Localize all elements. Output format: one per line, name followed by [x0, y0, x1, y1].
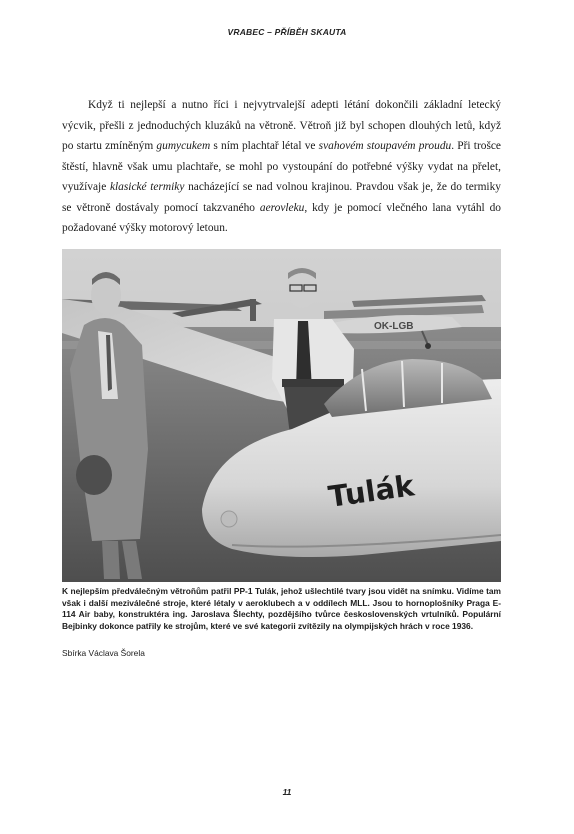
page-number: 11: [282, 787, 292, 797]
text-run: Když ti nejlepší a nutno říci i nejvytrvalejší adepti létání dokončili základní letecký výcvik, přešli z jednoduchých kluzáků na větroně. Větroň již byl schopen dlouhých letů, když po startu zmíněným: [62, 99, 501, 152]
photo-credit: Sbírka Václava Šorela: [62, 648, 145, 658]
glider-name-lettering: Tulák: [326, 468, 417, 514]
glider-photo: [62, 249, 501, 582]
text-run: s ním plachtař létal ve: [210, 140, 319, 152]
text-run-italic: gumycukem: [156, 140, 211, 152]
text-run: nacházející se nad volnou krajinou. Pravdou však je, že do termiky se větroně dostávaly pomocí takzvaného: [62, 181, 501, 214]
running-header: VRABEC – PŘÍBĚH SKAUTA: [227, 27, 347, 37]
text-run: . Při trošce štěstí, hlavně však umu plachtaře, se mohl po vystoupání do potřebné výšky vydat na přelet, využívaje: [62, 140, 501, 193]
text-run: , kdy je pomocí vlečného lana vytáhl do požadované výšky motorový letoun.: [62, 201, 501, 234]
background-aircraft-registration: OK-LGB: [374, 321, 414, 332]
photo-caption: K nejlepším předválečným větroňům patřil PP-1 Tulák, jehož ušlechtilé tvary jsou vidět na snímku. Vidíme tam však i další meziválečné stroje, které létaly v aeroklubech a v oddílech MLL. Jsou to hornoplošníky Praga E-114 Air baby, konstruktéra ing. Jaroslava Šlechty, pozdějšího tvůrce československých vrtulníků. Populární Bejbinky dokonce patřily ke strojům, které ve své kategorii zvítězily na olympijských hrách v roce 1936.: [62, 586, 501, 631]
text-run-italic: svahovém stoupavém proudu: [318, 140, 452, 152]
text-run-italic: klasické termiky: [109, 181, 185, 193]
text-run-italic: aerovleku: [259, 201, 305, 214]
body-paragraph: [62, 95, 501, 239]
